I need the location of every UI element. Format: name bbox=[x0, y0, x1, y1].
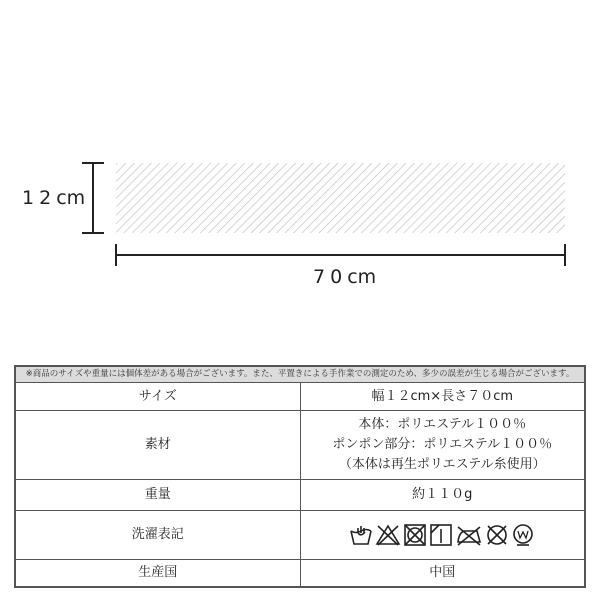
iron-low-icon bbox=[455, 523, 483, 547]
material-body: 本体：ポリエステル１００％ bbox=[358, 417, 527, 432]
line-dry-shade-icon bbox=[429, 523, 453, 547]
spec-table bbox=[14, 365, 586, 588]
measurement-note: ※商品のサイズや重量には個体差がある場合がございます。また、平置きによる手作業での測定のため、多少の誤差が生じる場合がございます。 bbox=[15, 366, 585, 383]
material-pompom: ポンポン部分：ポリエステル１００％ bbox=[332, 437, 553, 452]
care-value bbox=[300, 511, 585, 560]
material-value bbox=[300, 411, 585, 480]
table-row bbox=[15, 480, 585, 511]
origin-value: 中国 bbox=[300, 560, 585, 588]
no-bleach-icon bbox=[375, 523, 401, 547]
care-label: 洗濯表記 bbox=[15, 511, 300, 560]
size-label: サイズ bbox=[15, 383, 300, 411]
width-label: 70cm bbox=[313, 266, 377, 288]
table-row bbox=[15, 411, 585, 480]
height-label: 12cm bbox=[22, 187, 86, 209]
weight-label: 重量 bbox=[15, 480, 300, 511]
origin-label: 生産国 bbox=[15, 560, 300, 588]
weight-value: 約１１０g bbox=[300, 480, 585, 511]
table-row bbox=[15, 383, 585, 411]
material-note: （本体は再生ポリエステル糸使用） bbox=[338, 457, 546, 472]
width-dimension-line bbox=[116, 244, 565, 266]
scarf-shape bbox=[116, 163, 565, 233]
table-row bbox=[15, 511, 585, 560]
table-note-row bbox=[15, 366, 585, 383]
hand-wash-icon bbox=[349, 523, 373, 547]
height-dimension-line bbox=[82, 163, 104, 233]
material-label: 素材 bbox=[15, 411, 300, 480]
no-dry-clean-icon bbox=[485, 523, 509, 547]
size-value: 幅１２cm×長さ７０cm bbox=[300, 383, 585, 411]
wet-clean-icon bbox=[511, 523, 535, 547]
care-symbols bbox=[349, 523, 535, 547]
table-row bbox=[15, 560, 585, 588]
no-tumble-dry-icon bbox=[403, 523, 427, 547]
